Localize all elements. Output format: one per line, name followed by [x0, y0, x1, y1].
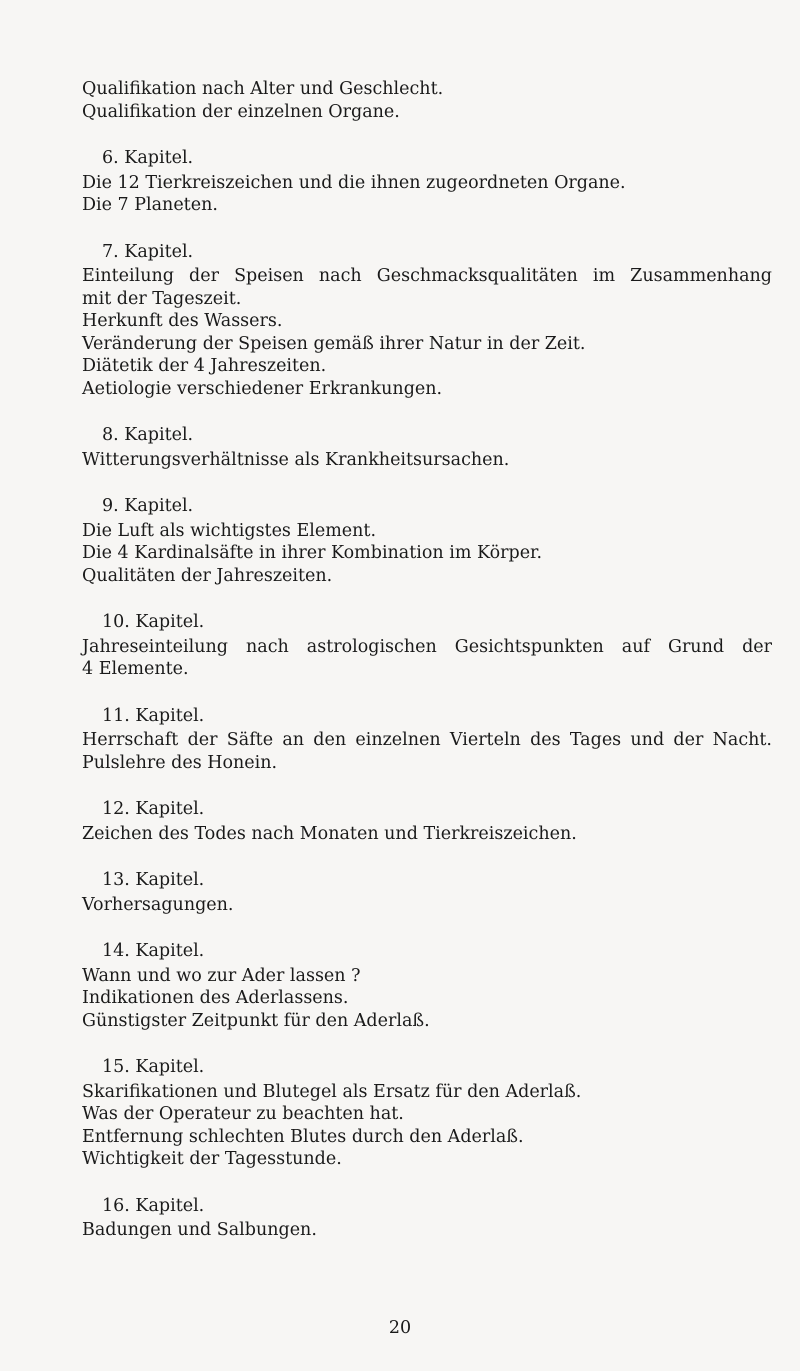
chapter-heading: 13. Kapitel.: [102, 870, 205, 890]
chapter-16: [82, 1195, 772, 1242]
text-line: Pulslehre des Honein.: [82, 752, 278, 773]
text-line: Günstigster Zeitpunkt für den Aderlaß.: [82, 1010, 430, 1031]
text-line: Wichtigkeit der Tagesstunde.: [82, 1149, 342, 1169]
text-line: Die 7 Planeten.: [82, 195, 218, 215]
chapter-11: [82, 705, 772, 775]
chapter-heading: 9. Kapitel.: [102, 496, 194, 516]
chapter-14: [82, 940, 772, 1032]
chapter-13: [82, 869, 772, 916]
page-number: 20: [388, 1318, 412, 1338]
text-line: Qualifikation der einzelnen Organe.: [82, 101, 400, 122]
text-line: Qualifikation nach Alter und Geschlecht.: [82, 79, 444, 99]
chapter-heading: 12. Kapitel.: [102, 799, 205, 819]
text-line: Die 12 Tierkreiszeichen und die ihnen zugeordneten Organe.: [82, 172, 626, 193]
chapter-heading: 16. Kapitel.: [102, 1195, 205, 1216]
text-line: Die 4 Kardinalsäfte in ihrer Kombination im Körper.: [82, 543, 543, 563]
chapter-8: [82, 424, 772, 471]
text-line: Einteilung der Speisen nach Geschmacksqualitäten im Zusammenhang: [82, 266, 772, 286]
text-line: Zeichen des Todes nach Monaten und Tierkreiszeichen.: [82, 823, 577, 844]
text-line: Qualitäten der Jahreszeiten.: [82, 565, 333, 586]
text-line: Herrschaft der Säfte an den einzelnen Vierteln des Tages und der Nacht.: [82, 730, 772, 750]
intro-block: [82, 78, 772, 123]
text-line: Entfernung schlechten Blutes durch den Aderlaß.: [82, 1126, 524, 1147]
document-page: [82, 78, 772, 1266]
text-line: Indikationen des Aderlassens.: [82, 988, 349, 1008]
chapter-heading: 8. Kapitel.: [102, 425, 194, 445]
chapter-10: [82, 611, 772, 681]
chapter-12: [82, 798, 772, 845]
chapter-heading: 15. Kapitel.: [102, 1057, 205, 1077]
text-line: 4 Elemente.: [82, 659, 189, 679]
chapter-15: [82, 1056, 772, 1171]
chapter-heading: 11. Kapitel.: [102, 705, 205, 726]
text-line: mit der Tageszeit.: [82, 288, 242, 309]
text-line: Die Luft als wichtigstes Element.: [82, 520, 377, 541]
text-line: Skarifikationen und Blutegel als Ersatz für den Aderlaß.: [82, 1081, 582, 1102]
text-line: Badungen und Salbungen.: [82, 1220, 317, 1240]
chapter-heading: 7. Kapitel.: [102, 241, 194, 262]
chapter-heading: 6. Kapitel.: [102, 148, 194, 168]
text-line: Veränderung der Speisen gemäß ihrer Natur in der Zeit.: [82, 333, 586, 354]
chapter-7: [82, 241, 772, 401]
text-line: Aetiologie verschiedener Erkrankungen.: [82, 378, 443, 399]
text-line: Was der Operateur zu beachten hat.: [82, 1104, 404, 1124]
text-line: Witterungsverhältnisse als Krankheitsursachen.: [82, 449, 510, 470]
chapter-heading: 10. Kapitel.: [102, 612, 205, 632]
text-line: Vorhersagungen.: [82, 894, 234, 915]
text-line: Wann und wo zur Ader lassen ?: [82, 965, 361, 986]
chapter-9: [82, 495, 772, 587]
text-line: Herkunft des Wassers.: [82, 311, 283, 331]
chapter-heading: 14. Kapitel.: [102, 941, 205, 961]
text-line: Diätetik der 4 Jahreszeiten.: [82, 356, 327, 376]
chapter-6: [82, 147, 772, 217]
text-line: Jahreseinteilung nach astrologischen Gesichtspunkten auf Grund der: [82, 636, 772, 657]
